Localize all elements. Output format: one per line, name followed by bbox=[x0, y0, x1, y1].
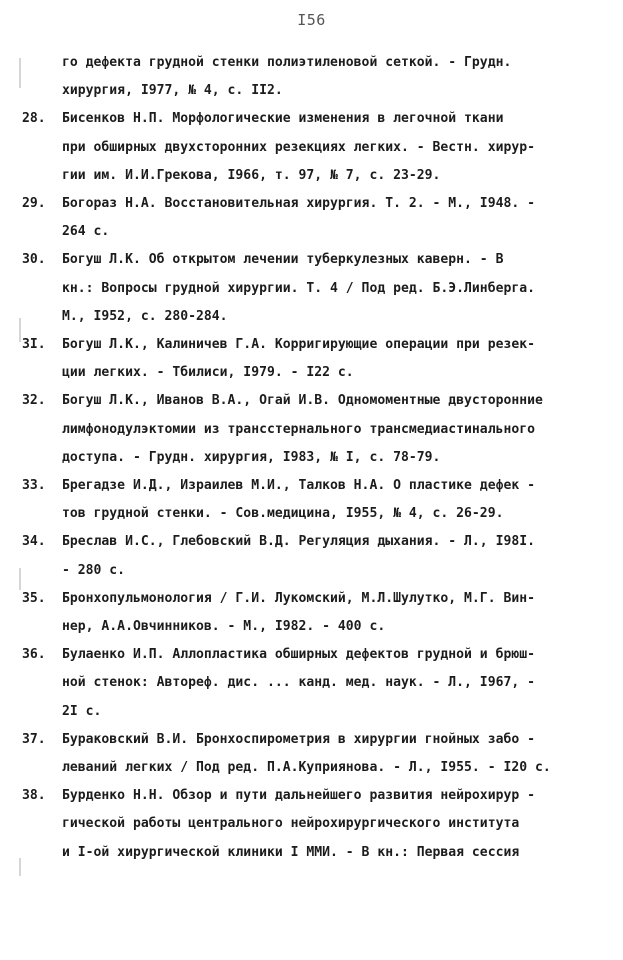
entry-text-line: Богораз Н.А. Восстановительная хирургия. Т. 2. - М., I948. - bbox=[62, 196, 535, 212]
entry-text-line: Бреслав И.С., Глебовский В.Д. Регуляция дыхания. - Л., I98I. bbox=[62, 534, 535, 550]
entry-text bbox=[62, 190, 607, 246]
entry-text-line: при обширных двухсторонних резекциях легких. - Вестн. хирур- bbox=[62, 139, 535, 155]
entry-text-line: Бураковский В.И. Бронхоспирометрия в хирургии гнойных забо - bbox=[62, 731, 535, 747]
bibliography-entry bbox=[22, 782, 607, 867]
entry-text-line: М., I952, с. 280-284. bbox=[62, 308, 228, 324]
bibliography-entry bbox=[22, 387, 607, 472]
bibliography-entry bbox=[22, 331, 607, 387]
entry-text-line: кн.: Вопросы грудной хирургии. Т. 4 / Под ред. Б.Э.Линберга. bbox=[62, 280, 535, 296]
entry-text bbox=[62, 585, 607, 641]
bibliography-list bbox=[22, 49, 607, 867]
entry-number: 33. bbox=[22, 478, 46, 494]
entry-text-line: хирургия, I977, № 4, с. II2. bbox=[62, 83, 283, 99]
entry-text-line: леваний легких / Под ред. П.А.Куприянова. - Л., I955. - I20 с. bbox=[62, 760, 551, 776]
scan-margin-mark bbox=[19, 858, 21, 876]
entry-text bbox=[62, 782, 607, 867]
entry-text bbox=[62, 49, 607, 105]
bibliography-entry bbox=[22, 190, 607, 246]
entry-text-line: и I-ой хирургической клиники I ММИ. - В кн.: Первая сессия bbox=[62, 844, 520, 860]
entry-text bbox=[62, 641, 607, 726]
scan-margin-mark bbox=[19, 58, 21, 88]
entry-text-line: Богуш Л.К. Об открытом лечении туберкулезных каверн. - В bbox=[62, 252, 504, 268]
entry-text-line: гической работы центрального нейрохирургического института bbox=[62, 816, 520, 832]
entry-text-line: Богуш Л.К., Иванов В.А., Огай И.В. Одномоментные двусторонние bbox=[62, 393, 543, 409]
bibliography-entry bbox=[22, 49, 607, 105]
entry-text bbox=[62, 472, 607, 528]
page-number: I56 bbox=[297, 11, 326, 29]
bibliography-entry bbox=[22, 641, 607, 726]
entry-number: 34. bbox=[22, 534, 46, 550]
entry-number: 35. bbox=[22, 590, 46, 606]
entry-text-line: го дефекта грудной стенки полиэтиленовой сеткой. - Грудн. bbox=[62, 55, 512, 70]
entry-text-line: Булаенко И.П. Аллопластика обширных дефектов грудной и брюш- bbox=[62, 647, 535, 663]
entry-text-line: Бурденко Н.Н. Обзор и пути дальнейшего развития нейрохирур - bbox=[62, 788, 535, 804]
entry-text-line: ции легких. - Тбилиси, I979. - I22 с. bbox=[62, 365, 354, 381]
entry-number: 3I. bbox=[22, 337, 46, 353]
bibliography-entry bbox=[22, 105, 607, 190]
entry-text bbox=[62, 726, 607, 782]
entry-text-line: 264 с. bbox=[62, 224, 110, 240]
scan-margin-mark bbox=[19, 568, 21, 590]
bibliography-entry bbox=[22, 246, 607, 331]
entry-text-line: нер, А.А.Овчинников. - М., I982. - 400 с. bbox=[62, 619, 386, 635]
entry-text-line: тов грудной стенки. - Сов.медицина, I955, № 4, с. 26-29. bbox=[62, 506, 504, 522]
bibliography-entry bbox=[22, 585, 607, 641]
entry-text-line: Брегадзе И.Д., Израилев М.И., Талков Н.А. О пластике дефек - bbox=[62, 478, 535, 494]
entry-text bbox=[62, 105, 607, 190]
entry-text bbox=[62, 528, 607, 584]
entry-number: 28. bbox=[22, 111, 46, 127]
entry-number: 30. bbox=[22, 252, 46, 268]
bibliography-entry bbox=[22, 528, 607, 584]
entry-text bbox=[62, 246, 607, 331]
bibliography-entry bbox=[22, 726, 607, 782]
entry-text-line: Бронхопульмонология / Г.И. Лукомский, М.Л.Шулутко, М.Г. Вин- bbox=[62, 590, 535, 606]
entry-text-line: доступа. - Грудн. хирургия, I983, № I, с. 78-79. bbox=[62, 449, 441, 465]
entry-number: 38. bbox=[22, 788, 46, 804]
entry-text bbox=[62, 331, 607, 387]
bibliography-entry bbox=[22, 472, 607, 528]
entry-text-line: лимфонодулэктомии из трансстернального трансмедиастинального bbox=[62, 421, 535, 437]
entry-text-line: - 280 с. bbox=[62, 562, 126, 578]
entry-number: 32. bbox=[22, 393, 46, 409]
scan-margin-mark bbox=[19, 318, 21, 342]
entry-number: 29. bbox=[22, 196, 46, 212]
entry-number: 37. bbox=[22, 731, 46, 747]
entry-text-line: Богуш Л.К., Калиничев Г.А. Корригирующие операции при резек- bbox=[62, 337, 535, 353]
entry-text-line: ной стенок: Автореф. дис. ... канд. мед. наук. - Л., I967, - bbox=[62, 675, 535, 691]
entry-number: 36. bbox=[22, 647, 46, 663]
entry-text bbox=[62, 387, 607, 472]
entry-number bbox=[22, 49, 62, 105]
entry-text-line: 2I с. bbox=[62, 703, 102, 719]
entry-text-line: Бисенков Н.П. Морфологические изменения в легочной ткани bbox=[62, 111, 504, 127]
entry-text-line: гии им. И.И.Грекова, I966, т. 97, № 7, с. 23-29. bbox=[62, 167, 441, 183]
